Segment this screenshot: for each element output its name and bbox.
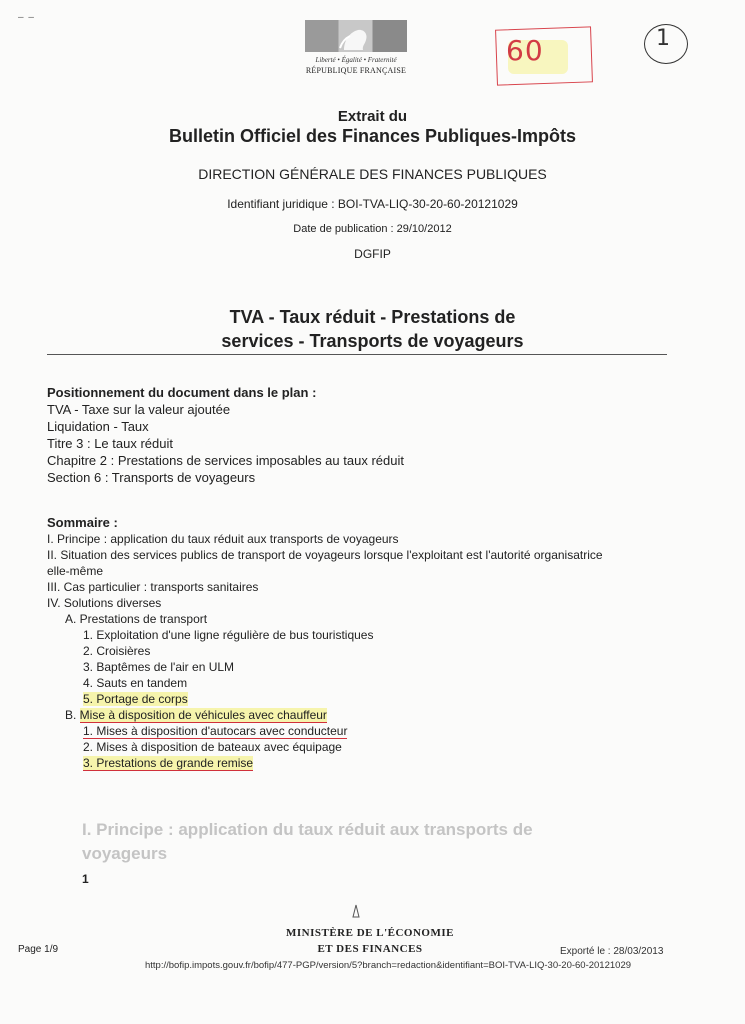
- positionnement-line: Chapitre 2 : Prestations de services imposables au taux réduit: [47, 453, 404, 468]
- sommaire-prefix: B.: [65, 708, 80, 722]
- highlighted-underlined-text: Mise à disposition de véhicules avec chauffeur: [79, 708, 327, 722]
- sommaire-section: [47, 514, 687, 771]
- document-title: [0, 305, 745, 353]
- sommaire-subsubitem: 2. Mises à disposition de bateaux avec équipage: [83, 740, 342, 754]
- bulletin-title: Bulletin Officiel des Finances Publiques-Impôts: [168, 126, 577, 146]
- sommaire-subsubitem: [47, 691, 687, 707]
- sommaire-item: elle-même: [47, 564, 104, 578]
- document-title-line2: services - Transports de voyageurs: [221, 331, 524, 351]
- faded-heading-line1: I. Principe : application du taux réduit aux transports de: [82, 820, 533, 839]
- scribble: – –: [18, 12, 35, 23]
- identifiant-juridique: Identifiant juridique : BOI-TVA-LIQ-30-20-60-20121029: [227, 197, 518, 211]
- sommaire-subsubitem: 2. Croisières: [83, 644, 151, 658]
- direction-label: DIRECTION GÉNÉRALE DES FINANCES PUBLIQUES: [198, 166, 547, 182]
- republique-label: RÉPUBLIQUE FRANÇAISE: [305, 66, 407, 75]
- ministere-label: [220, 925, 520, 957]
- sommaire-subsubitem: 1. Exploitation d'une ligne régulière de bus touristiques: [83, 628, 374, 642]
- handwritten-number: 60: [506, 34, 544, 67]
- motto: Liberté • Égalité • Fraternité: [315, 56, 397, 64]
- sommaire-subsubitem: [47, 755, 687, 771]
- marianne-icon: [330, 22, 378, 52]
- highlighted-underlined-text: 3. Prestations de grande remise: [83, 756, 254, 770]
- underlined-text: 1. Mises à disposition d'autocars avec conducteur: [83, 724, 348, 738]
- sommaire-subsubitem: 4. Sauts en tandem: [83, 676, 188, 690]
- export-date: Exporté le : 28/03/2013: [560, 946, 664, 957]
- paragraph-number: 1: [82, 872, 89, 886]
- service-label: DGFIP: [354, 247, 391, 261]
- faded-heading-line2: voyageurs: [82, 844, 168, 863]
- source-url: http://bofip.impots.gouv.fr/bofip/477-PGP/version/5?branch=redaction&identifiant=BOI-TVA-LIQ-30-20-60-20121029: [145, 960, 632, 971]
- ministere-line1: MINISTÈRE DE L'ÉCONOMIE: [286, 927, 454, 939]
- sommaire-heading: Sommaire :: [47, 515, 118, 530]
- sommaire-item: I. Principe : application du taux réduit aux transports de voyageurs: [47, 532, 399, 546]
- extrait-label: Extrait du: [337, 108, 408, 125]
- sommaire-item: III. Cas particulier : transports sanitaires: [47, 580, 259, 594]
- positionnement-line: Section 6 : Transports de voyageurs: [47, 470, 256, 485]
- sommaire-subitem: A. Prestations de transport: [65, 612, 208, 626]
- positionnement-heading: Positionnement du document dans le plan :: [47, 385, 317, 400]
- positionnement-line: TVA - Taxe sur la valeur ajoutée: [47, 402, 231, 417]
- ministere-emblem-icon: [350, 904, 362, 918]
- sommaire-item: II. Situation des services publics de transport de voyageurs lorsque l'exploitant est l'autorité organisatrice: [47, 548, 603, 562]
- page-number: Page 1/9: [18, 944, 59, 955]
- ministere-line2: ET DES FINANCES: [317, 943, 423, 955]
- highlighted-text: 5. Portage de corps: [83, 692, 188, 706]
- date-publication: Date de publication : 29/10/2012: [293, 223, 452, 235]
- handwritten-page-number: 1: [656, 26, 670, 51]
- sommaire-subsubitem: 3. Baptêmes de l'air en ULM: [83, 660, 235, 674]
- positionnement-line: Liquidation - Taux: [47, 419, 149, 434]
- positionnement-section: [47, 384, 404, 486]
- sommaire-subsubitem: [47, 723, 687, 739]
- sommaire-item: IV. Solutions diverses: [47, 596, 162, 610]
- document-title-line1: TVA - Taux réduit - Prestations de: [229, 307, 516, 327]
- positionnement-line: Titre 3 : Le taux réduit: [47, 436, 173, 451]
- title-divider: [47, 354, 667, 355]
- section-heading-faded: [82, 818, 682, 866]
- sommaire-subitem: [47, 707, 687, 723]
